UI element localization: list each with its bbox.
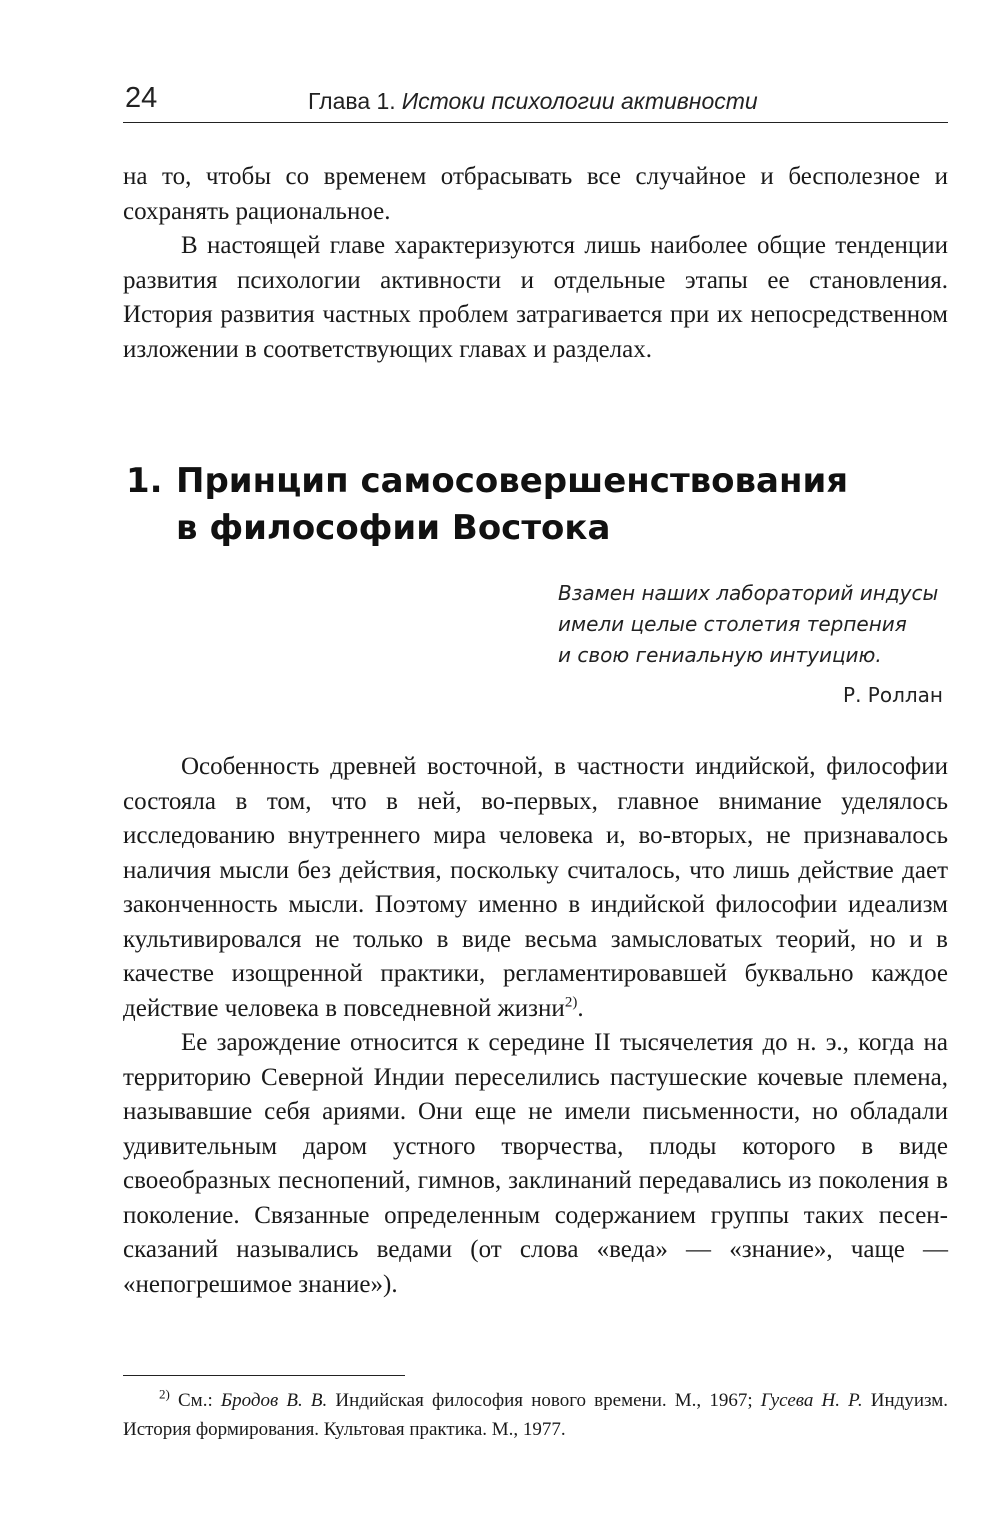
intro-paragraph-1: на то, чтобы со временем отбрасывать все случайное и бесполезное и сохранять рациональное. (123, 163, 948, 225)
epigraph-line-2: имели целые столетия терпения (558, 612, 907, 636)
running-title (308, 88, 758, 115)
page-number: 24 (125, 82, 158, 114)
main-paragraph-2: Ее зарождение относится к середине II тысячелетия до н. э., когда на территорию Северной Индии переселились пастушеские кочевые племена, называвшие себя ариями. Они еще не имели письменности, но обладали удивительным даром устного творчества, плоды которого в виде своеобразных песнопений, гимнов, заклинаний передавались из поколения в поколение. Связанные определенным содержанием группы таких песен-сказаний назывались ведами (от слова «веда» — «знание», чаще — «непогрешимое знание»). (123, 1029, 948, 1298)
section-title-line-1: Принцип самосовершенствования (176, 461, 849, 501)
footnote (123, 1386, 948, 1444)
epigraph (558, 578, 948, 671)
main-paragraph-1 (123, 750, 948, 1026)
footnote-marker: 2) (159, 1386, 170, 1402)
footnote-author-1: Бродов В. В. (220, 1390, 328, 1411)
book-page (123, 0, 948, 1534)
section-title-line-2: в философии Востока (176, 508, 611, 548)
footnote-divider (123, 1375, 405, 1376)
epigraph-author: Р. Роллан (843, 683, 943, 707)
intro-text (123, 160, 948, 367)
footnote-prefix: См.: (178, 1390, 213, 1411)
footnote-work-1: Индийская философия нового времени. М., 1967; (335, 1390, 753, 1411)
section-heading (126, 458, 926, 552)
main-paragraph-1-end: . (577, 994, 584, 1022)
footnote-reference[interactable]: 2) (564, 994, 578, 1011)
footnote-body (123, 1386, 948, 1444)
section-number: 1. (126, 461, 163, 501)
intro-paragraph-2: В настоящей главе характеризуются лишь наиболее общие тенденции развития психологии активности и отдельные этапы ее становления. История развития частных проблем затрагивается при их непосредственном изложении в соответствующих главах и разделах. (123, 232, 948, 363)
epigraph-line-3: и свою гениальную интуицию. (558, 643, 882, 667)
running-header (123, 78, 948, 123)
footnote-work-2: Индуизм. История формирования. Культовая практика. М., 1977. (123, 1390, 949, 1440)
footnote-author-2: Гусева Н. Р. (760, 1390, 863, 1411)
chapter-label: Глава 1. (308, 88, 396, 114)
epigraph-line-1: Взамен наших лабораторий индусы (558, 581, 939, 605)
main-text (123, 750, 948, 1302)
chapter-title: Истоки психологии активности (401, 88, 758, 114)
main-paragraph-1-text: Особенность древней восточной, в частности индийской, философии состояла в том, что в ней, во-первых, главное внимание уделялось исследованию внутреннего мира человека и, во-вторых, не признавалось наличия мысли без действия, поскольку считалось, что лишь действие дает законченность мысли. Поэтому именно в индийской философии идеализм культивировался не только в виде весьма замысловатых теорий, но и в качестве изощренной практики, регламентировавшей буквально каждое действие человека в повседневной жизни (123, 753, 948, 1022)
